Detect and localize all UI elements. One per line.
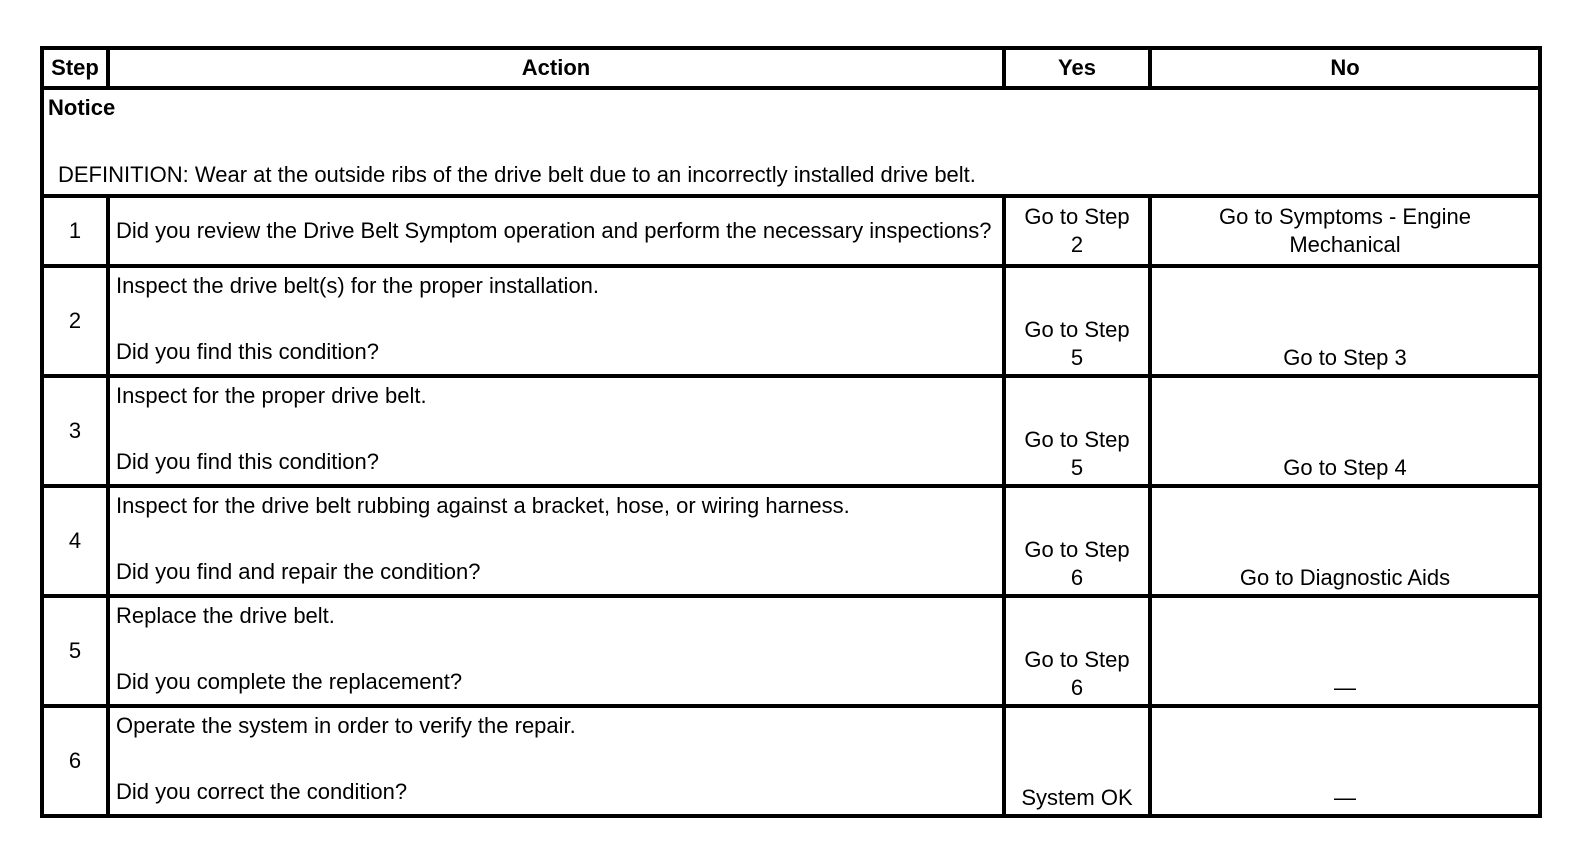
- yes-result-line: Go to Step: [1024, 647, 1130, 672]
- step-number: 6: [42, 706, 108, 816]
- yes-result-line: 6: [1070, 675, 1084, 700]
- action-instruction: Inspect for the proper drive belt.: [116, 383, 427, 408]
- yes-result-line: Go to Step: [1024, 537, 1130, 562]
- header-no: No: [1150, 48, 1540, 88]
- header-step: Step: [42, 48, 108, 88]
- action-question: Did you correct the condition?: [116, 779, 408, 804]
- yes-result: [1004, 596, 1150, 706]
- yes-result: [1004, 266, 1150, 376]
- action-text: Did you review the Drive Belt Symptom operation and perform the necessary inspections?: [108, 196, 1004, 266]
- no-result: Go to Step 4: [1150, 376, 1540, 486]
- step-number: 3: [42, 376, 108, 486]
- step-number: 2: [42, 266, 108, 376]
- notice-cell: [42, 88, 1540, 196]
- yes-result: [1004, 706, 1150, 816]
- action-cell: [108, 486, 1004, 596]
- action-instruction: Inspect for the drive belt rubbing against a bracket, hose, or wiring harness.: [116, 493, 850, 518]
- yes-result-line: 2: [1070, 232, 1084, 257]
- action-question: Did you complete the replacement?: [116, 669, 463, 694]
- notice-definition: DEFINITION: Wear at the outside ribs of the drive belt due to an incorrectly installed drive belt.: [58, 162, 976, 187]
- action-instruction: Replace the drive belt.: [116, 603, 335, 628]
- header-action: Action: [108, 48, 1004, 88]
- action-question: Did you find and repair the condition?: [116, 559, 481, 584]
- no-result: Go to Step 3: [1150, 266, 1540, 376]
- step-number: 4: [42, 486, 108, 596]
- action-question: Did you find this condition?: [116, 339, 379, 364]
- table-row: [42, 596, 1540, 706]
- table-row: [42, 486, 1540, 596]
- table-row: [42, 706, 1540, 816]
- action-instruction: Operate the system in order to verify the repair.: [116, 713, 576, 738]
- yes-result-line: 5: [1070, 455, 1084, 480]
- action-question: Did you find this condition?: [116, 449, 379, 474]
- table-row: [42, 196, 1540, 266]
- yes-result-line: 6: [1070, 565, 1084, 590]
- notice-title: Notice: [48, 95, 116, 120]
- yes-result: [1004, 196, 1150, 266]
- yes-result-line: Go to Step: [1024, 204, 1130, 229]
- no-result: —: [1150, 596, 1540, 706]
- yes-result-line: 5: [1070, 345, 1084, 370]
- action-instruction: Inspect the drive belt(s) for the proper installation.: [116, 273, 600, 298]
- yes-result-line: System OK: [1021, 785, 1133, 810]
- yes-result: [1004, 376, 1150, 486]
- table-row: [42, 376, 1540, 486]
- diagnostic-table: [40, 46, 1542, 818]
- table-row: [42, 266, 1540, 376]
- step-number: 5: [42, 596, 108, 706]
- action-cell: [108, 706, 1004, 816]
- yes-result-line: Go to Step: [1024, 317, 1130, 342]
- yes-result: [1004, 486, 1150, 596]
- no-result: Go to Diagnostic Aids: [1150, 486, 1540, 596]
- action-cell: [108, 376, 1004, 486]
- header-row: [42, 48, 1540, 88]
- no-result: [1150, 196, 1540, 266]
- action-cell: [108, 596, 1004, 706]
- no-result: —: [1150, 706, 1540, 816]
- yes-result-line: Go to Step: [1024, 427, 1130, 452]
- no-result-line: Mechanical: [1289, 232, 1401, 257]
- step-number: 1: [42, 196, 108, 266]
- action-cell: [108, 266, 1004, 376]
- no-result-line: Go to Symptoms - Engine: [1219, 204, 1471, 229]
- notice-row: [42, 88, 1540, 196]
- header-yes: Yes: [1004, 48, 1150, 88]
